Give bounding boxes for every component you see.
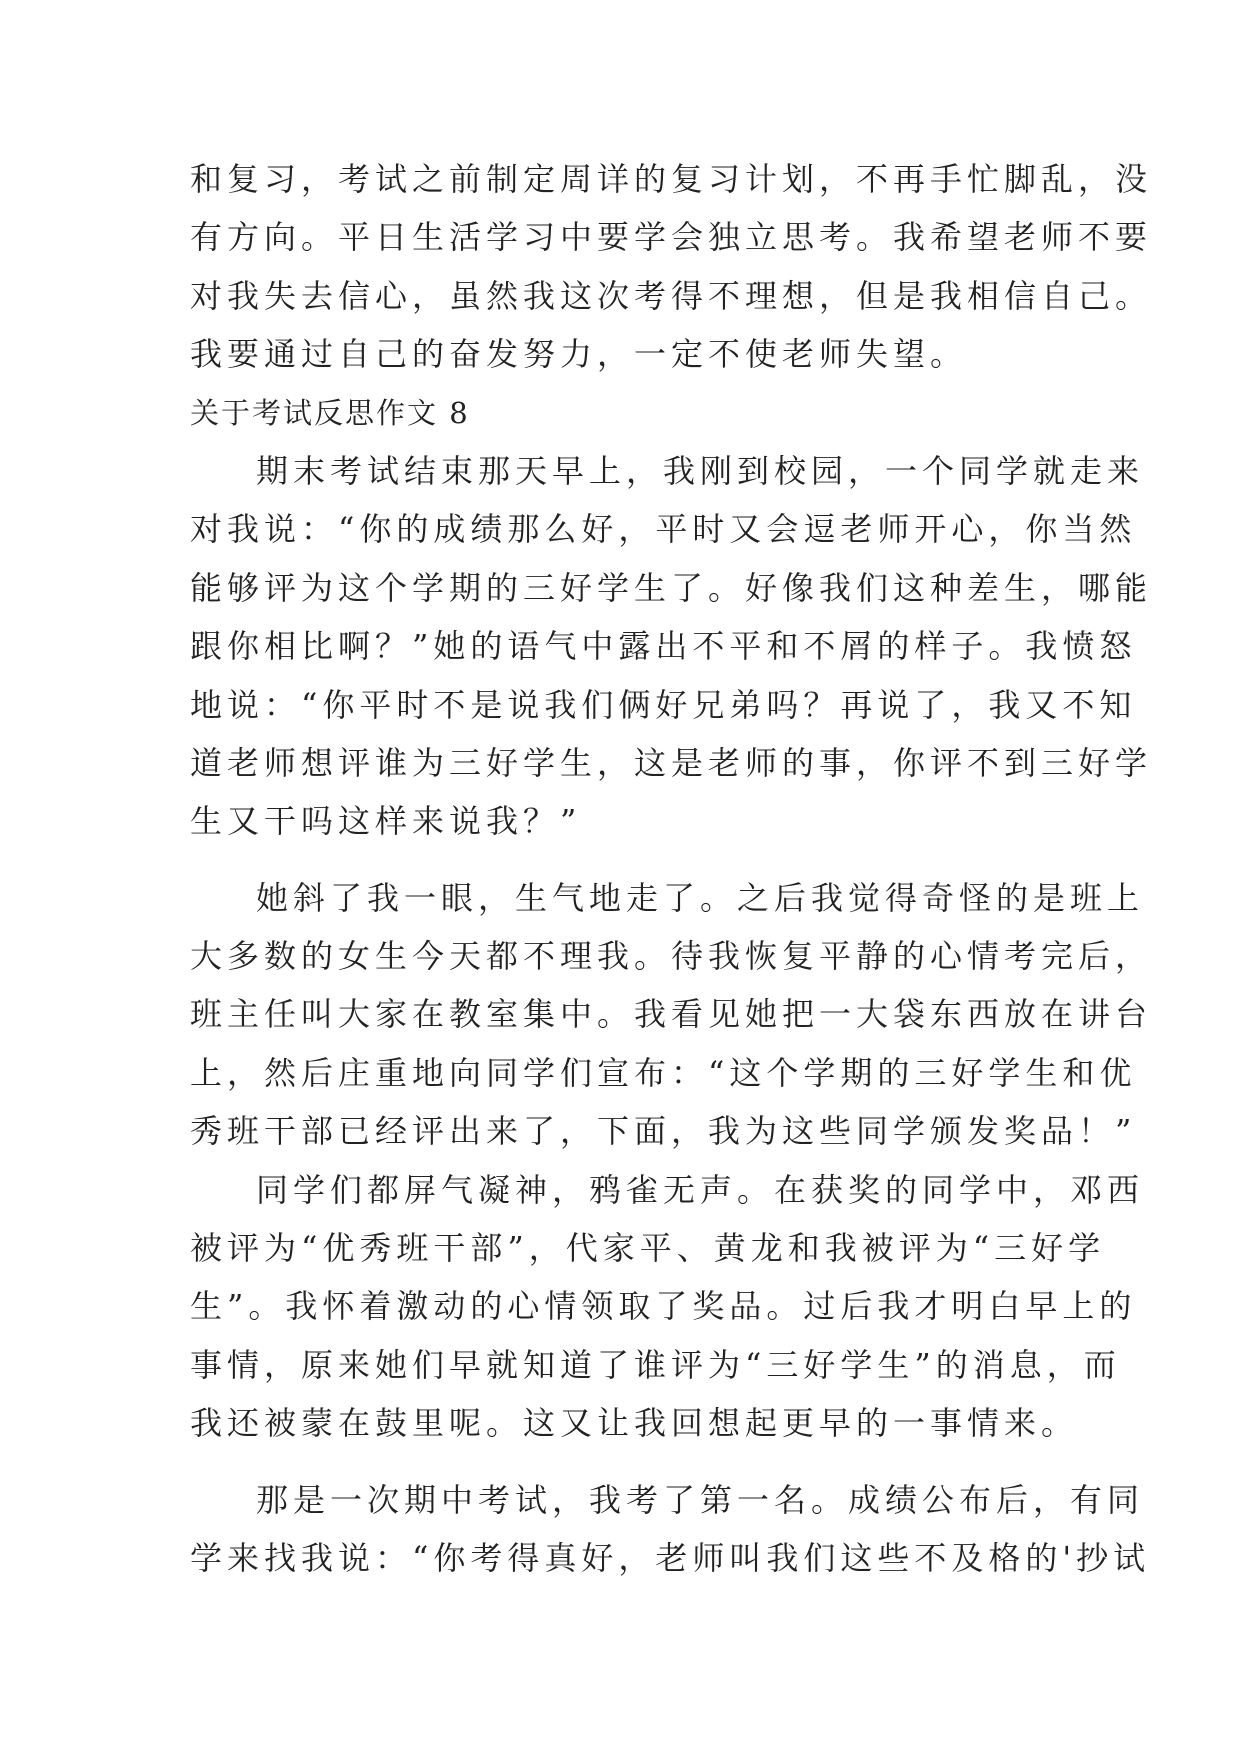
paragraph-first-line: 那是一次期中考试，我考了第一名。成绩公布后，有同: [256, 1480, 1145, 1519]
text-line: 我还被蒙在鼓里呢。这又让我回想起更早的一事情来。: [190, 1404, 1079, 1443]
text-line: 地说：“你平时不是说我们俩好兄弟吗？再说了，我又不知: [190, 685, 1137, 724]
paragraph-first-line: 她斜了我一眼，生气地走了。之后我觉得奇怪的是班上: [256, 878, 1145, 917]
text-line: 生”。我怀着激动的心情领取了奖品。过后我才明白早上的: [190, 1287, 1137, 1326]
text-line: 对我失去信心，虽然我这次考得不理想，但是我相信自己。: [190, 276, 1153, 315]
text-line: 事情，原来她们早就知道了谁评为“三好学生”的消息，而: [190, 1345, 1121, 1384]
text-line: 秀班干部已经评出来了，下面，我为这些同学颁发奖品！”: [190, 1112, 1137, 1151]
text-line: 能够评为这个学期的三好学生了。好像我们这种差生，哪能: [190, 568, 1153, 607]
text-line: 生又干吗这样来说我？”: [190, 802, 582, 841]
text-line: 有方向。平日生活学习中要学会独立思考。我希望老师不要: [190, 218, 1153, 257]
text-line: 大多数的女生今天都不理我。待我恢复平静的心情考完后，: [190, 937, 1153, 976]
document-body: [190, 150, 1153, 1587]
text-line: 和复习，考试之前制定周详的复习计划，不再手忙脚乱，没: [190, 160, 1153, 198]
text-line: 班主任叫大家在教室集中。我看见她把一大袋东西放在讲台: [190, 995, 1153, 1034]
paragraph-first-line: 同学们都屏气凝神，鸦雀无声。在获奖的同学中，邓西: [256, 1170, 1145, 1209]
text-line: 上，然后庄重地向同学们宣布：“这个学期的三好学生和优: [190, 1053, 1137, 1092]
text-line: 我要通过自己的奋发努力，一定不使老师失望。: [190, 335, 968, 374]
paragraph-first-line: 期末考试结束那天早上，我刚到校园，一个同学就走来: [256, 451, 1145, 490]
text-line: 对我说：“你的成绩那么好，平时又会逗老师开心，你当然: [190, 510, 1137, 549]
text-line: 学来找我说：“你考得真好，老师叫我们这些不及格的'抄试: [190, 1538, 1151, 1577]
text-line: 被评为“优秀班干部”，代家平、黄龙和我被评为“三好学: [190, 1229, 1106, 1268]
text-line: 跟你相比啊？”她的语气中露出不平和不屑的样子。我愤怒: [190, 627, 1137, 666]
section-heading: 关于考试反思作文 8: [190, 395, 470, 430]
text-line: 道老师想评谁为三好学生，这是老师的事，你评不到三好学: [190, 743, 1153, 782]
